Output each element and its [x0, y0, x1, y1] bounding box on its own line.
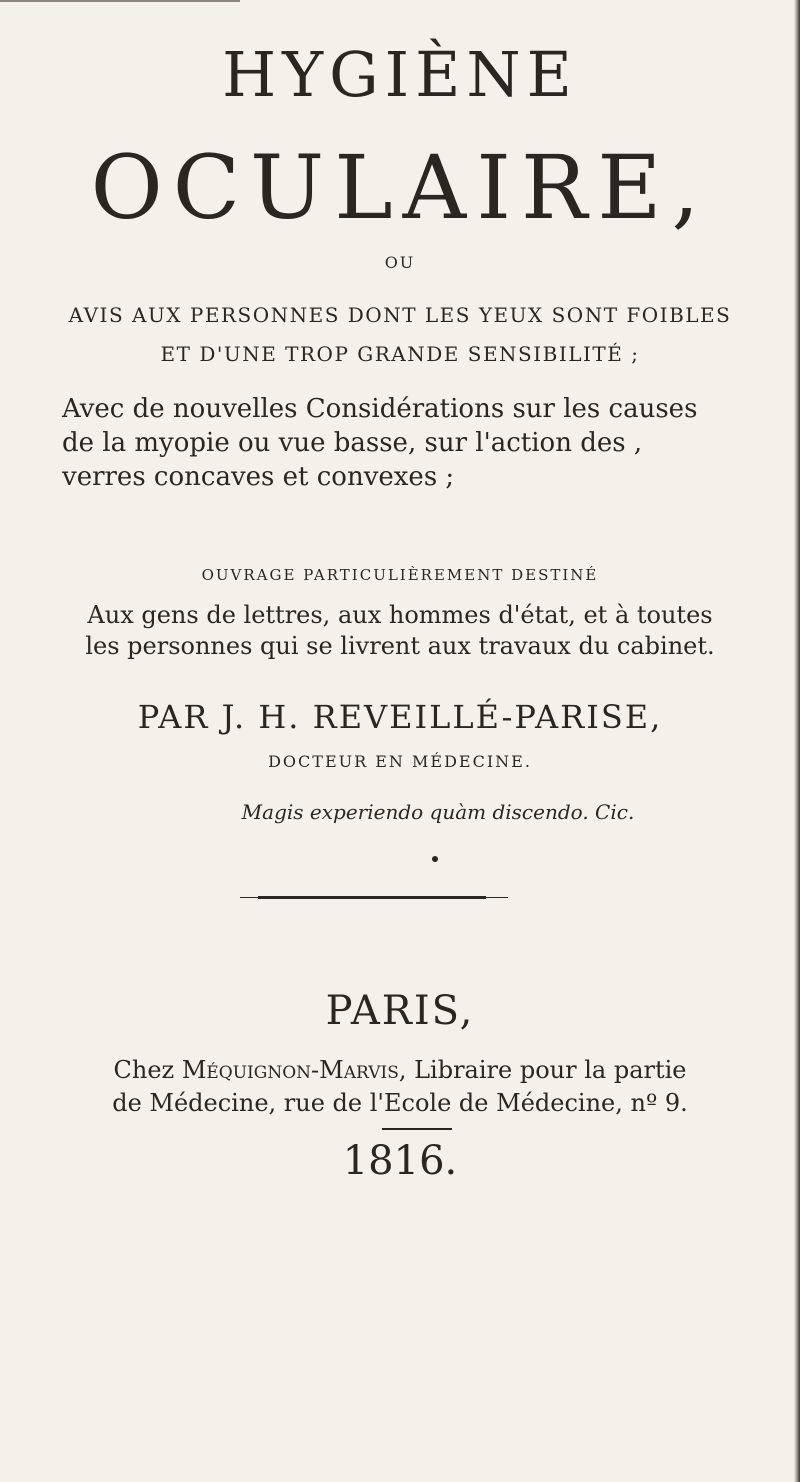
title-connector: OU	[384, 253, 416, 272]
audience-line-2: les personnes qui se livrent aux travaux du cabinet.	[85, 632, 715, 660]
imprint-city: PARIS,	[325, 988, 475, 1034]
publisher-name: Méquignon-Marvis	[181, 1056, 399, 1084]
imprint-year: 1816.	[342, 1138, 458, 1184]
description-line-2: de la myopie ou vue basse, sur l'action des ,	[62, 428, 643, 458]
ornament-dot	[432, 856, 438, 862]
publisher-suffix: , Libraire pour la partie	[398, 1056, 687, 1084]
top-border-line	[0, 0, 240, 2]
subtitle-line-2: ET D'UNE TROP GRANDE SENSIBILITÉ ;	[160, 342, 640, 366]
subtitle-line-1: AVIS AUX PERSONNES DONT LES YEUX SONT FOIBLES	[68, 303, 732, 327]
publisher-prefix: Chez	[113, 1056, 175, 1084]
imprint-address: de Médecine, rue de l'Ecole de Médecine, nº 9.	[112, 1089, 688, 1117]
description-line-1: Avec de nouvelles Considérations sur les causes	[62, 394, 698, 424]
description-line-3: verres concaves et convexes ;	[62, 462, 455, 492]
title-line-2: OCULAIRE,	[90, 136, 710, 239]
author-name: PAR J. H. REVEILLÉ-PARISE,	[137, 698, 663, 736]
year-rule	[382, 1128, 452, 1130]
author-title: DOCTEUR EN MÉDECINE.	[268, 752, 532, 771]
audience-heading: OUVRAGE PARTICULIÈREMENT DESTINÉ	[201, 566, 599, 584]
title-line-1: HYGIÈNE	[222, 38, 578, 111]
imprint-publisher	[0, 1056, 800, 1084]
divider-rule	[258, 896, 486, 899]
epigraph: Magis experiendo quàm discendo. Cic.	[241, 800, 635, 824]
audience-line-1: Aux gens de lettres, aux hommes d'état, et à toutes	[87, 601, 713, 629]
